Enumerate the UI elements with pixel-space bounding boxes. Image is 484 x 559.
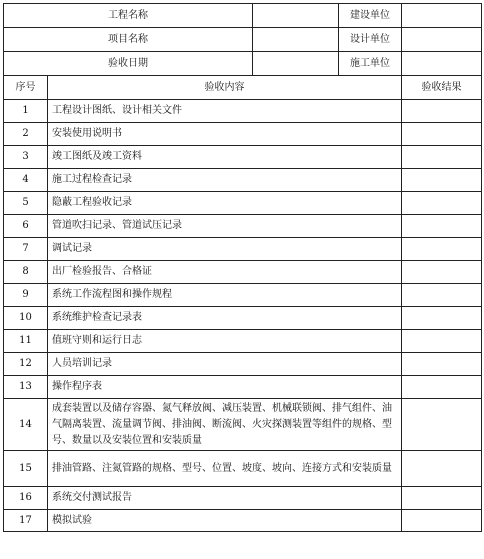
col-header-no: 序号 [4, 76, 48, 100]
table-row [4, 123, 482, 146]
row-no: 7 [4, 238, 48, 261]
row-result [402, 487, 482, 510]
table-row [4, 238, 482, 261]
contractor-unit-value [402, 52, 482, 76]
project-name-value [253, 4, 339, 28]
row-no: 11 [4, 330, 48, 353]
row-no: 2 [4, 123, 48, 146]
project-name-label: 工程名称 [4, 4, 253, 28]
row-result [402, 146, 482, 169]
row-content: 竣工图纸及竣工资料 [48, 146, 402, 169]
row-result [402, 192, 482, 215]
table-row [4, 261, 482, 284]
row-content: 工程设计图纸、设计相关文件 [48, 100, 402, 123]
table-row [4, 192, 482, 215]
row-result [402, 399, 482, 451]
col-header-content: 验收内容 [48, 76, 402, 100]
item-name-label: 项目名称 [4, 28, 253, 52]
row-no: 13 [4, 376, 48, 399]
table-row [4, 451, 482, 487]
row-content: 排油管路、注氮管路的规格、型号、位置、坡度、坡向、连接方式和安装质量 [48, 451, 402, 487]
row-no: 10 [4, 307, 48, 330]
row-no: 5 [4, 192, 48, 215]
row-no: 8 [4, 261, 48, 284]
row-content: 操作程序表 [48, 376, 402, 399]
table-row [4, 399, 482, 451]
row-result [402, 169, 482, 192]
construction-unit-label: 建设单位 [339, 4, 402, 28]
construction-unit-value [402, 4, 482, 28]
row-result [402, 353, 482, 376]
row-result [402, 376, 482, 399]
row-no: 4 [4, 169, 48, 192]
row-content: 值班守则和运行日志 [48, 330, 402, 353]
row-result [402, 123, 482, 146]
row-result [402, 330, 482, 353]
row-content: 出厂检验报告、合格证 [48, 261, 402, 284]
column-header-row [4, 76, 482, 100]
table-row [4, 215, 482, 238]
acceptance-form-table [3, 3, 482, 532]
row-result [402, 261, 482, 284]
table-row [4, 376, 482, 399]
item-name-value [253, 28, 339, 52]
header-row-date [4, 52, 482, 76]
design-unit-value [402, 28, 482, 52]
row-content: 成套装置以及储存容器、氮气释放阀、减压装置、机械联锁阀、排气组件、油气隔离装置、流量调节阀、排油阀、断流阀、火灾探测装置等组件的规格、型号、数量以及安装位置和安装质量 [48, 399, 402, 451]
header-row-item [4, 28, 482, 52]
row-no: 1 [4, 100, 48, 123]
col-header-result: 验收结果 [402, 76, 482, 100]
row-no: 9 [4, 284, 48, 307]
row-content: 施工过程检查记录 [48, 169, 402, 192]
row-result [402, 307, 482, 330]
table-row [4, 330, 482, 353]
row-no: 3 [4, 146, 48, 169]
table-row [4, 169, 482, 192]
table-row [4, 487, 482, 510]
row-content: 系统交付测试报告 [48, 487, 402, 510]
row-content: 模拟试验 [48, 510, 402, 532]
header-row-project [4, 4, 482, 28]
table-row [4, 353, 482, 376]
row-result [402, 238, 482, 261]
table-row [4, 284, 482, 307]
row-content: 系统维护检查记录表 [48, 307, 402, 330]
row-content: 人员培训记录 [48, 353, 402, 376]
contractor-unit-label: 施工单位 [339, 52, 402, 76]
table-row [4, 100, 482, 123]
acceptance-date-label: 验收日期 [4, 52, 253, 76]
row-no: 12 [4, 353, 48, 376]
row-content: 管道吹扫记录、管道试压记录 [48, 215, 402, 238]
row-content: 安装使用说明书 [48, 123, 402, 146]
row-no: 16 [4, 487, 48, 510]
row-result [402, 451, 482, 487]
row-result [402, 100, 482, 123]
acceptance-date-value [253, 52, 339, 76]
table-row [4, 510, 482, 532]
row-no: 17 [4, 510, 48, 532]
row-result [402, 215, 482, 238]
row-result [402, 510, 482, 532]
design-unit-label: 设计单位 [339, 28, 402, 52]
row-content: 系统工作流程图和操作规程 [48, 284, 402, 307]
table-row [4, 307, 482, 330]
row-result [402, 284, 482, 307]
row-content: 隐蔽工程验收记录 [48, 192, 402, 215]
row-no: 15 [4, 451, 48, 487]
row-no: 6 [4, 215, 48, 238]
table-row [4, 146, 482, 169]
row-content: 调试记录 [48, 238, 402, 261]
row-no: 14 [4, 399, 48, 451]
